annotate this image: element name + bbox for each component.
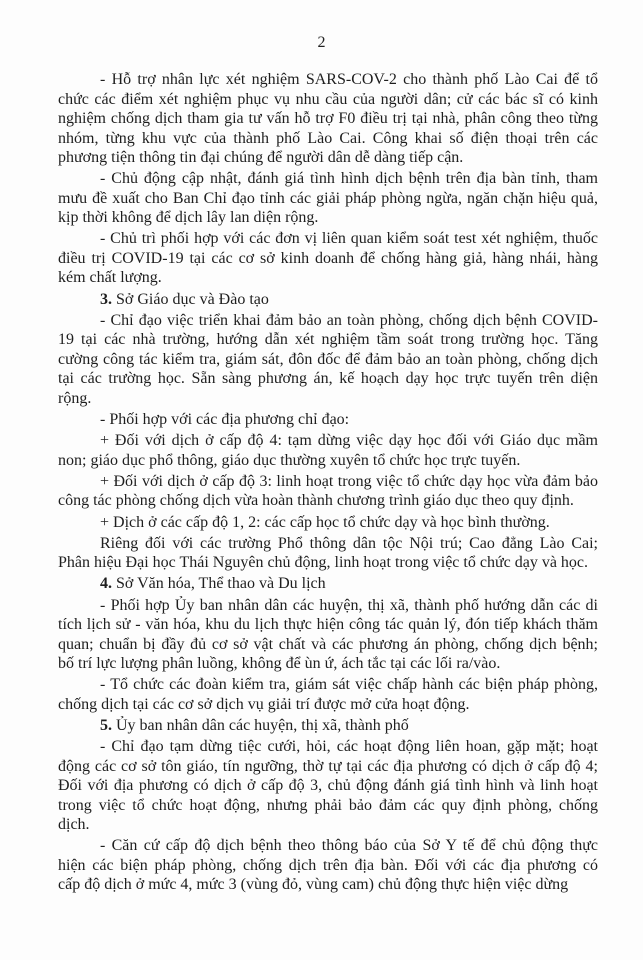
heading-line: [58, 716, 598, 736]
text-line: kém chất lượng.: [58, 269, 162, 287]
text-line: tích lịch sử - văn hóa, khu du lịch thực hiện công tác quản lý, đón tiếp khách thăm: [58, 616, 598, 634]
text-line: điều trị COVID-19 tại các cơ sở kinh doanh để chống hàng giả, hàng nhái, hàng: [58, 249, 598, 267]
paragraph: [58, 534, 598, 573]
text-line: phương tiện thông tin đại chúng để người dân dễ dàng tiếp cận.: [58, 149, 464, 166]
text-line: cấp độ dịch ở mức 4, mức 3 (vùng đỏ, vùng cam) chủ động thực hiện việc dừng: [58, 876, 569, 894]
text-line: dịch.: [58, 816, 90, 834]
text-line: động các cơ sở tôn giáo, tín ngưỡng, thờ tự tại các địa phương có dịch ở cấp độ 4;: [58, 757, 598, 775]
text-line: quan; chuẩn bị đầy đủ cơ sở vật chất và các phương án phòng, chống dịch bệnh;: [58, 635, 598, 653]
text-line: Riêng đối với các trường Phổ thông dân tộc Nội trú; Cao đẳng Lào Cai;: [100, 534, 598, 552]
section-number: 3.: [100, 290, 112, 308]
section-number: 5.: [100, 716, 112, 734]
paragraph: [58, 675, 598, 714]
text-line: Đối với địa phương có dịch ở cấp độ 3, chủ động đánh giá tình hình và linh hoạt: [58, 777, 598, 795]
text-line: cường công tác kiểm tra, giám sát, đôn đốc để đảm bảo an toàn phòng, chống dịch: [58, 350, 598, 368]
text-line: - Tổ chức các đoàn kiểm tra, giám sát việc chấp hành các biện pháp phòng,: [100, 676, 598, 694]
text-line: tại các trường học. Sẵn sàng phương án, kế hoạch dạy học trực tuyến trên diện: [58, 370, 598, 388]
paragraph: [58, 737, 598, 835]
section-title: Ủy ban nhân dân các huyện, thị xã, thành phố: [112, 716, 409, 734]
paragraph: [58, 410, 598, 430]
text-line: - Chỉ đạo tạm dừng tiệc cưới, hỏi, các hoạt động liên hoan, gặp mặt; hoạt: [100, 738, 598, 756]
text-line: + Đối với dịch ở cấp độ 4: tạm dừng việc dạy học đối với Giáo dục mầm: [100, 432, 598, 450]
paragraph: [58, 513, 598, 533]
text-line: - Hỗ trợ nhân lực xét nghiệm SARS-COV-2 cho thành phố Lào Cai để tổ: [100, 71, 598, 88]
section-title: Sở Văn hóa, Thể thao và Du lịch: [112, 575, 326, 593]
paragraph: [58, 596, 598, 674]
section-heading: [58, 716, 598, 736]
text-line: - Phối hợp với các địa phương chỉ đạo:: [100, 410, 350, 428]
text-line: trong việc tổ chức hoạt động, nhưng phải bảo đảm các quy định phòng, chống: [58, 796, 598, 814]
paragraph: [58, 836, 598, 895]
text-line: non; giáo dục phổ thông, giáo dục thường xuyên tổ chức học trực tuyến.: [58, 451, 521, 469]
paragraph: [58, 472, 598, 511]
text-line: chức các điểm xét nghiệm phục vụ nhu cầu của người dân; cử các bác sĩ có kinh: [58, 90, 598, 108]
text-line: mưu đề xuất cho Ban Chỉ đạo tỉnh các giải pháp phòng ngừa, ngăn chặn hiệu quả,: [58, 189, 598, 207]
section-title: Sở Giáo dục và Đào tạo: [112, 290, 269, 308]
section-heading: [58, 574, 598, 594]
text-line: nghiệm chống dịch tham gia tư vấn hỗ trợ F0 điều trị tại nhà, phân công theo từng: [58, 110, 598, 127]
text-line: bố trí lực lượng phân luồng, không để ùn ứ, ách tắc tại các lối ra/vào.: [58, 655, 501, 673]
paragraph: [58, 229, 598, 288]
text-line: 19 tại các nhà trường, hướng dẫn xét nghiệm tầm soát trong trường học. Tăng: [58, 331, 598, 349]
paragraph: [58, 169, 598, 228]
text-line: + Dịch ở các cấp độ 1, 2: các cấp học tổ chức dạy và học bình thường.: [100, 513, 550, 531]
text-line: - Chủ trì phối hợp với các đơn vị liên quan kiểm soát test xét nghiệm, thuốc: [100, 230, 598, 248]
text-line: Phân hiệu Đại học Thái Nguyên chủ động, linh hoạt trong việc tổ chức dạy và học.: [58, 554, 589, 572]
heading-line: [58, 290, 598, 310]
text-line: rộng.: [58, 389, 92, 407]
text-line: nhóm, từng khu vực của thành phố Lào Cai. Công khai số điện thoại trên các: [58, 129, 598, 147]
section-heading: [58, 290, 598, 310]
heading-line: [58, 574, 598, 594]
text-line: hiện các biện pháp phòng, chống dịch trên địa bàn. Đối với các địa phương có: [58, 856, 598, 874]
paragraph: [58, 311, 598, 409]
page-number: 2: [317, 34, 326, 51]
text-line: công tác phòng chống dịch vừa hoàn thành chương trình giáo dục theo quy định.: [58, 492, 574, 510]
text-line: - Căn cứ cấp độ dịch bệnh theo thông báo của Sở Y tế để chủ động thực: [100, 837, 598, 855]
text-line: chống dịch tại các cơ sở dịch vụ giải trí được mở cửa hoạt động.: [58, 695, 470, 713]
text-line: - Chủ động cập nhật, đánh giá tình hình dịch bệnh trên địa bàn tỉnh, tham: [100, 170, 598, 188]
text-line: + Đối với dịch ở cấp độ 3: linh hoạt trong việc tổ chức dạy học vừa đảm bảo: [100, 472, 598, 490]
paragraph: [58, 431, 598, 470]
paragraph: [58, 70, 598, 168]
document-body: [58, 70, 598, 895]
text-line: kịp thời không để dịch lây lan diện rộng.: [58, 209, 319, 227]
section-number: 4.: [100, 575, 112, 593]
text-line: - Phối hợp Ủy ban nhân dân các huyện, thị xã, thành phố hướng dẫn các di: [100, 596, 598, 614]
text-line: - Chỉ đạo việc triển khai đảm bảo an toàn phòng, chống dịch bệnh COVID-: [100, 311, 598, 329]
